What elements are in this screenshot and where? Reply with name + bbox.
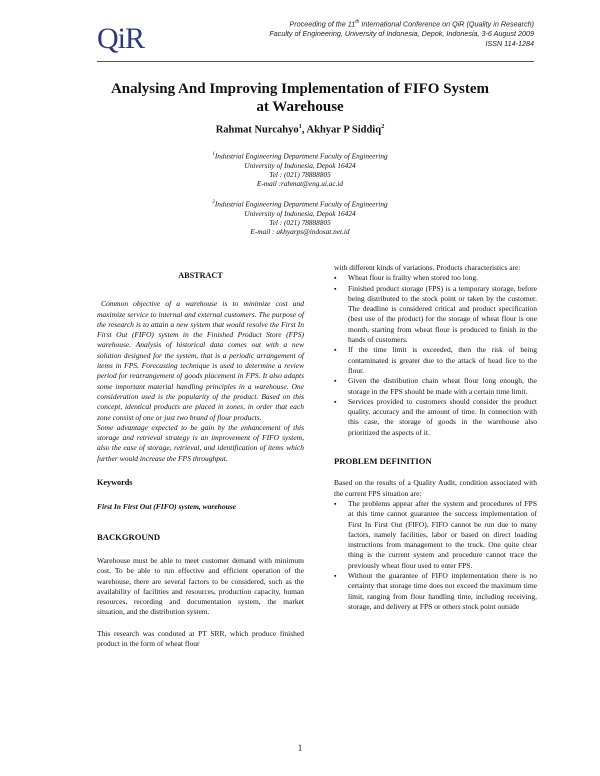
header-line-3: ISSN 114-1284 <box>485 38 534 48</box>
bullet-icon: ▪ <box>334 397 337 406</box>
problem-intro: Based on the results of a Quality Audit, condition associated with the current FPS situation are: <box>334 478 537 498</box>
paper-title <box>80 80 520 116</box>
bullet-icon: ▪ <box>334 499 337 508</box>
author-1: Rahmat Nurcahyo <box>215 124 299 136</box>
keywords-heading: Keywords <box>97 478 133 488</box>
author-list <box>80 123 520 136</box>
author-1-affil-mark: 1 <box>298 123 302 130</box>
bullet-icon: ▪ <box>334 346 337 355</box>
left-column <box>97 263 304 649</box>
list-item: ▪ Services provided to customers should consider the product quality, accuracy and the amount of time. In connection with this case, the storage of goods in the warehouse also prioritized the aspects of it. <box>334 396 537 437</box>
product-characteristics-list <box>334 273 537 438</box>
background-heading: BACKGROUND <box>97 531 161 542</box>
affiliation-2-email: E-mail : akhyarps@indosat.net.id <box>250 227 350 237</box>
problem-list <box>334 499 537 612</box>
author-2: Akhyar P Siddiq <box>306 124 382 136</box>
keywords-text: First In First Out (FIFO) system, warehouse <box>97 502 236 512</box>
header-rule <box>97 61 534 62</box>
list-item: ▪ The problems appear after the system and procedures of FPS at this time cannot guarantee the success implementation of First In First Out (FIFO). FIFO cannot be run due to many factors, namely facilities, labor or based on direct loading instructions from management to the truck. One quite clear thing is the current system and procedure cannot trace the previously wheat flour used to enter FPS. <box>334 498 537 570</box>
list-item: ▪ Finished product storage (FPS) is a temporary storage, before being distributed to the stock point or taken by the customer. The deadline is considered critical and product specification (best use of the product) for the storage of wheat flour is one month, starting from wheat flour is produced to finish in the hands of customers. <box>334 283 537 345</box>
bullet-icon: ▪ <box>334 274 337 283</box>
products-intro: with different kinds of variations. Products characteristics are: <box>334 263 521 272</box>
author-2-affil-mark: 2 <box>381 123 385 130</box>
bullet-icon: ▪ <box>334 284 337 293</box>
affiliation-2: $^2$Industrial Engineering Department Faculty of Engineering University of Indonesia, Depok 16424 Tel : (021) 78888805 E-mail : akhyarps@indosat.net.id <box>180 198 420 237</box>
problem-definition-heading: PROBLEM DEFINITION <box>334 456 432 467</box>
header-line-1: Proceeding of the 11th International Conference on QiR (Quality in Research) <box>289 19 534 29</box>
right-column <box>334 263 537 612</box>
bullet-icon: ▪ <box>334 572 337 581</box>
list-item: ▪ Given the distribution chain wheat flour long enough, the storage in the FPS should be made with a certain time limit. <box>334 376 537 396</box>
background-paragraph-1: Warehouse must be able to meet customer demand with minimum cost. To be able to run effective and efficient operation of the warehouse, there are several factors to be considered, such as the availability of facilities and resources, production capacity, human resources, recording and documentation system, the market situation, and the distribution system. <box>97 555 304 617</box>
background-paragraph-2: This research was conduted at PT SRR, which produce finished product in the form of wheat flour <box>97 628 304 649</box>
affiliation-1: $^1$Industrial Engineering Department Faculty of Engineering University of Indonesia, Depok 16424 Tel : (021) 78888805 E-mail :rahmat@eng.ui.ac.id <box>180 150 420 189</box>
header-line-2: Faculty of Engineering, University of Indonesia, Depok, Indonesia, 3-6 August 2009 <box>269 28 534 38</box>
abstract-heading: ABSTRACT <box>178 271 223 280</box>
conference-logo <box>97 22 157 60</box>
list-item: ▪ If the time limit is exceeded, then the risk of being contaminated is greater due to the attack of head lice to the flour. <box>334 345 537 375</box>
abstract-paragraph-2: Some advantage expected to be gain by the enhancement of this storage and retrieval strategy is an improvement of FIFO system, also the ease of storage, retrieval, and identification of items which further would increase the FPS throughput. <box>97 422 304 463</box>
author-separator: , <box>301 124 307 136</box>
proceedings-header <box>194 18 534 48</box>
bullet-icon: ▪ <box>334 377 337 386</box>
title-line-2: at Warehouse <box>256 99 344 115</box>
affiliation-1-email: E-mail :rahmat@eng.ui.ac.id <box>256 179 344 189</box>
list-item: ▪ Without the guarantee of FIFO implementation there is no certainty that storage time does not exceed the maximum time limit, ranging from flour handling time, including receiving, storage, and delivery at FPS or others stock point outside <box>334 571 537 611</box>
page-number: 1 <box>297 743 303 753</box>
logo-text: QiR <box>97 22 145 55</box>
list-item: ▪ Wheat flour is frailty when stored too long. <box>334 273 478 283</box>
abstract-paragraph-1: Common objective of a warehouse is to minimize cost and maximize service to internal and external customers. The purpose of the research is to attain a new system that would resolve the First In First Out (FIFO) system in the Finished Product Store (FPS) warehouse. Analysis of historical data comes out with a new solution designed for the system, that is a periodic arrangement of items in FPS. Forecasting technique is used to determine a review period for rearrangement of goods placement in FPS. It also adapts some important material handling principles in a warehouse. One consideration used is the popularity of the product. Based on this concept, identical products are placed in zones, in order that each zone consist of one or just two brand of flour products. <box>97 299 304 422</box>
title-line-1: Analysing And Improving Implementation of FIFO System <box>110 81 490 97</box>
